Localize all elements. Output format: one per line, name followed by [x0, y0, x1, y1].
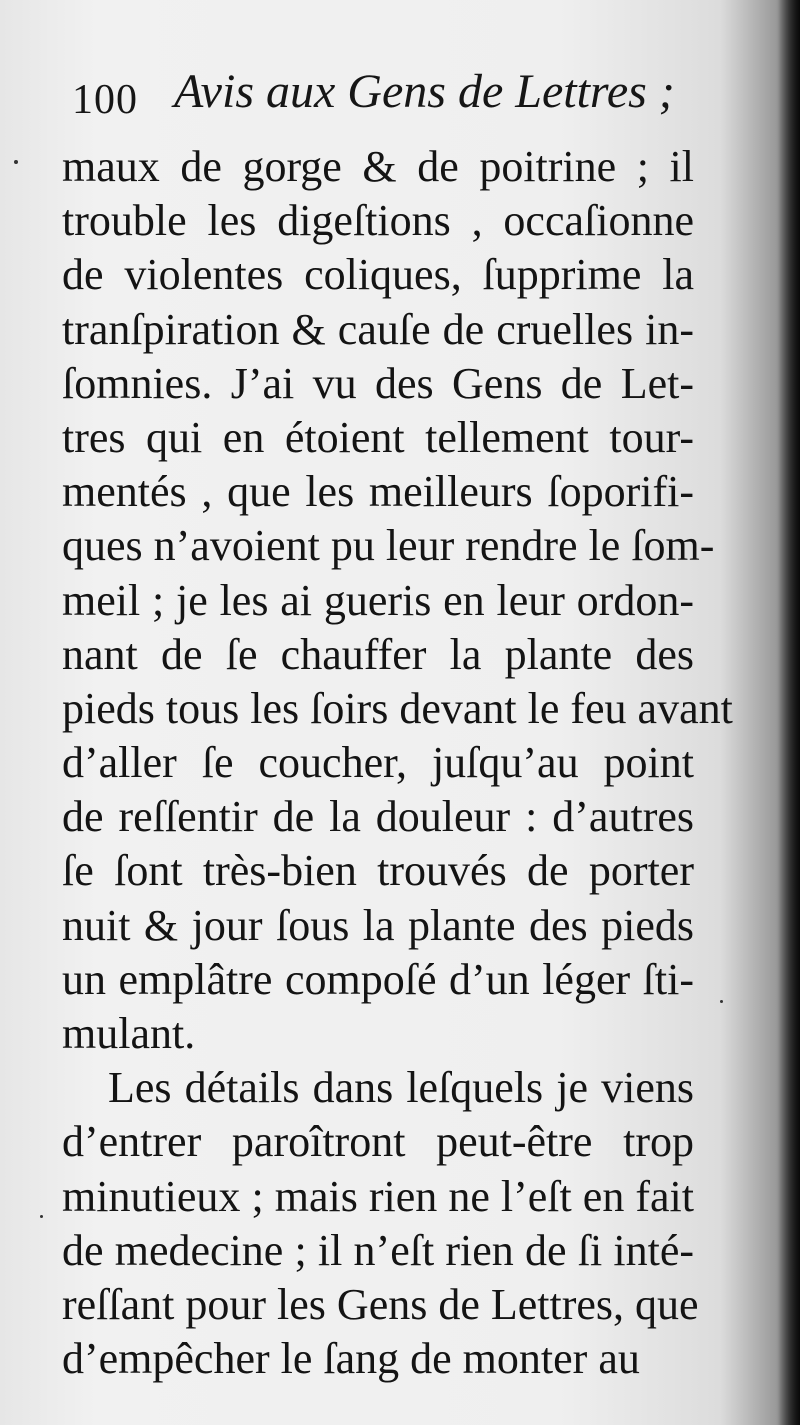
text-line: meil ; je les ai gueris en leur ordon- [62, 575, 694, 625]
text-line: de medecine ; il n’eſt rien de ſi inté- [62, 1225, 694, 1275]
text-line: tranſpiration & cauſe de cruelles in- [62, 304, 694, 354]
text-line: ſe ſont très-bien trouvés de porter [62, 846, 694, 896]
text-line: d’aller ſe coucher, juſqu’au point [62, 738, 694, 788]
ink-speck [14, 160, 18, 164]
text-line: minutieux ; mais rien ne l’eſt en fait [62, 1171, 694, 1221]
text-line: nuit & jour ſous la plante des pieds [62, 900, 694, 950]
page-number: 100 [72, 77, 138, 123]
text-line: pieds tous les ſoirs devant le feu avant [62, 683, 733, 733]
text-line: ſomnies. J’ai vu des Gens de Let- [62, 358, 694, 408]
text-line: d’empêcher le ſang de monter au [62, 1334, 640, 1384]
paragraph-start-line: Les détails dans leſquels je viens [108, 1063, 694, 1113]
text-line: nant de ſe chauffer la plante des [62, 629, 694, 679]
page-gutter-shadow [778, 0, 800, 1425]
text-line: un emplâtre compoſé d’un léger ſti- [62, 954, 694, 1004]
text-line: tres qui en étoient tellement tour- [62, 412, 694, 462]
text-line: d’entrer paroîtront peut-être trop [62, 1117, 694, 1167]
ink-speck [40, 1215, 43, 1218]
body-text [62, 140, 733, 1386]
paragraph-end-line: mulant. [62, 1009, 196, 1058]
ink-speck [720, 1000, 723, 1003]
text-line: ques n’avoient pu leur rendre le ſom- [62, 521, 715, 571]
page-header [72, 62, 692, 132]
text-line: trouble les digeſtions , occaſionne [62, 196, 694, 246]
running-title: Avis aux Gens de Lettres ; [174, 65, 675, 118]
text-line: de violentes coliques, ſupprime la [62, 250, 694, 300]
text-line: reſſant pour les Gens de Lettres, que [62, 1279, 699, 1329]
text-line: mentés , que les meilleurs ſoporifi- [62, 467, 694, 517]
text-line: maux de gorge & de poitrine ; il [62, 142, 694, 191]
text-line: de reſſentir de la douleur : d’autres [62, 792, 694, 842]
